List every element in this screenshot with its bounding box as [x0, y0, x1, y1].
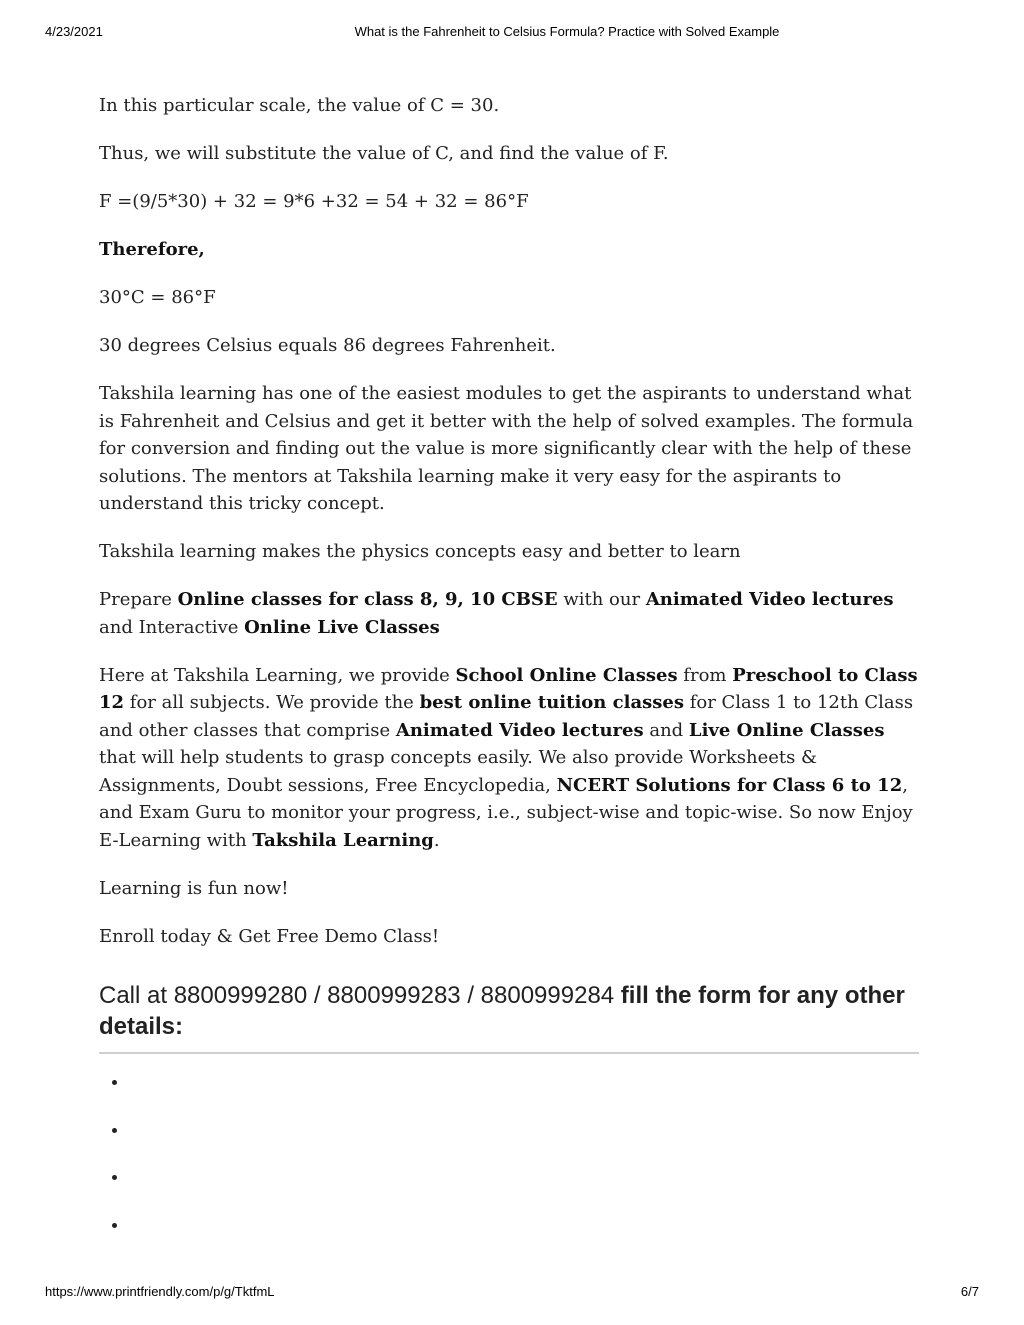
link-online-live-classes[interactable]: Online Live Classes: [244, 616, 440, 638]
link-animated-video-lectures-2[interactable]: Animated Video lectures: [395, 719, 644, 741]
text-run: and: [643, 719, 689, 741]
paragraph-enroll: Enroll today & Get Free Demo Class!: [99, 925, 440, 947]
text-run: with our: [557, 589, 646, 610]
paragraph-learning-fun: Learning is fun now!: [99, 877, 289, 899]
text-run: .: [433, 829, 440, 851]
call-to-action-heading: [99, 980, 919, 1054]
link-animated-video-lectures[interactable]: Animated Video lectures: [645, 589, 894, 610]
print-page-title: What is the Fahrenheit to Celsius Formula? Practice with Solved Example: [354, 24, 780, 39]
therefore-label: [99, 236, 919, 264]
link-best-online-tuition[interactable]: best online tuition classes: [419, 692, 684, 713]
paragraph-takshila-modules: Takshila learning has one of the easiest modules to get the aspirants to understand what is Fahrenheit and Celsius and get it better with the help of solved examples. The formula for conversion and finding out the value is more significantly clear with the help of these solutions. The mentors at Takshila learning make it very easy for the aspirants to understand this tricky concept.: [99, 383, 914, 514]
page-number: 6/7: [960, 1284, 979, 1299]
text-run: for all subjects. We provide the: [124, 692, 420, 713]
paragraph-physics-concepts: Takshila learning makes the physics concepts easy and better to learn: [99, 541, 741, 562]
result-equation: 30°C = 86°F: [99, 287, 216, 308]
form-bullet-list: [99, 1068, 919, 1258]
link-school-online-classes[interactable]: School Online Classes: [455, 664, 678, 686]
text-run: , and Exam Guru to monitor your progress, i.e., subject-wise and topic-wise. So now Enjoy E-Learning with: [99, 774, 913, 851]
link-online-classes-cbse[interactable]: Online classes for class 8, 9, 10 CBSE: [177, 589, 558, 610]
phone-numbers: Call at 8800999280 / 8800999283 / 8800999284: [99, 982, 615, 1009]
link-live-online-classes[interactable]: Live Online Classes: [688, 719, 885, 741]
paragraph-prepare: [99, 586, 919, 641]
link-takshila-learning[interactable]: Takshila Learning: [252, 829, 434, 851]
text-run: for Class 1 to 12th Class and other classes that comprise: [99, 692, 914, 741]
text-run: Here at Takshila Learning, we provide: [99, 664, 456, 686]
print-date: 4/23/2021: [45, 24, 103, 39]
article-body: [99, 92, 919, 1258]
link-ncert-solutions[interactable]: NCERT Solutions for Class 6 to 12: [556, 774, 903, 796]
paragraph-substitute: Thus, we will substitute the value of C, and find the value of F.: [99, 143, 669, 164]
cta-rest: fill the form for any other details:: [99, 982, 905, 1040]
result-sentence: 30 degrees Celsius equals 86 degrees Fahrenheit.: [99, 335, 556, 356]
paragraph-here-at-takshila: [99, 662, 919, 855]
list-item: [129, 1211, 919, 1259]
formula-line: F =(9/5*30) + 32 = 9*6 +32 = 54 + 32 = 86°F: [99, 191, 529, 212]
text-run: Prepare: [99, 589, 178, 610]
list-item: [129, 1163, 919, 1211]
link-preschool-to-class-12[interactable]: Preschool to Class 12: [99, 664, 918, 713]
print-url: https://www.printfriendly.com/p/g/TktfmL: [45, 1284, 275, 1299]
text-run: from: [677, 664, 733, 686]
text-run: and Interactive: [99, 616, 245, 638]
text-run: that will help students to grasp concepts easily. We also provide Worksheets & Assignments, Doubt sessions, Free Encyclopedia,: [99, 747, 818, 796]
list-item: [129, 1068, 919, 1116]
list-item: [129, 1116, 919, 1164]
therefore-text: Therefore,: [99, 239, 205, 260]
paragraph-scale-value: In this particular scale, the value of C = 30.: [99, 95, 500, 116]
